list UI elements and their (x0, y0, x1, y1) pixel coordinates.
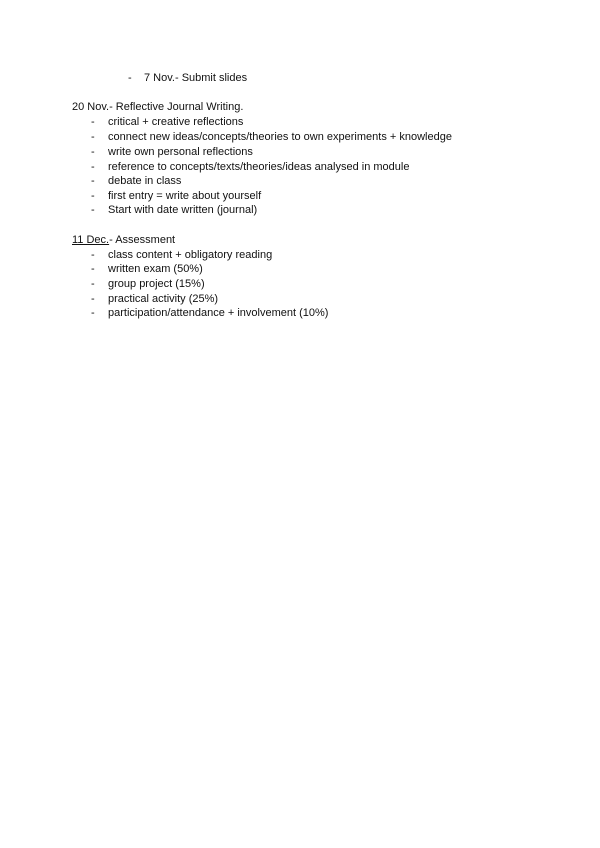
list-bullet: - (91, 204, 95, 216)
list-item: written exam (50%) (108, 263, 203, 275)
top-item-text: 7 Nov.- Submit slides (144, 72, 248, 84)
list-item: connect new ideas/concepts/theories to own experiments + knowledge (108, 131, 452, 143)
section1-heading: 20 Nov.- Reflective Journal Writing. (72, 101, 244, 113)
list-bullet: - (91, 263, 95, 275)
list-item: participation/attendance + involvement (10%) (108, 307, 329, 319)
list-bullet: - (91, 249, 95, 261)
list-item: practical activity (25%) (108, 293, 219, 305)
section2-heading-date: 11 Dec. (72, 234, 110, 246)
list-bullet: - (91, 175, 95, 187)
list-bullet: - (91, 278, 95, 290)
list-bullet: - (91, 161, 95, 173)
list-item: write own personal reflections (108, 146, 253, 158)
list-bullet: - (91, 131, 95, 143)
list-bullet: - (91, 307, 95, 319)
list-item: group project (15%) (108, 278, 205, 290)
list-bullet: - (91, 146, 95, 158)
list-item: Start with date written (journal) (108, 204, 258, 216)
list-item: class content + obligatory reading (108, 249, 273, 261)
section2-heading-rest: - Assessment (109, 234, 176, 246)
list-bullet: - (91, 116, 95, 128)
list-item: debate in class (108, 175, 182, 187)
section2-heading (72, 233, 175, 247)
list-bullet: - (91, 190, 95, 202)
list-item: first entry = write about yourself (108, 190, 262, 202)
list-item: reference to concepts/texts/theories/ideas analysed in module (108, 161, 410, 173)
top-item-dash: - (128, 72, 132, 84)
list-bullet: - (91, 293, 95, 305)
list-item: critical + creative reflections (108, 116, 244, 128)
